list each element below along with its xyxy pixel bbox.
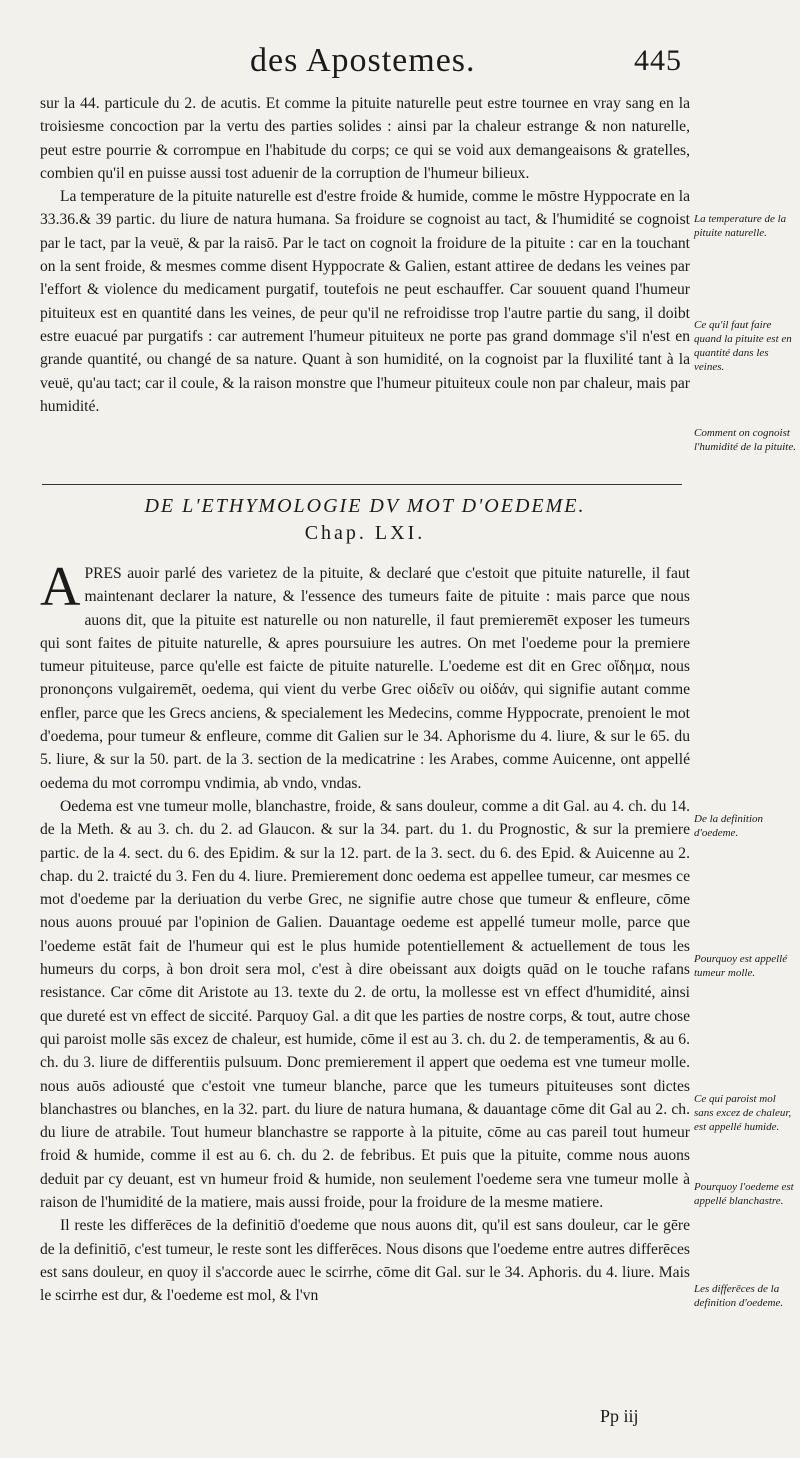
chapter-number: Chap. LXI. [304, 522, 426, 544]
margin-note: Pourquoy l'oedeme est appellé blanchastre. [694, 1181, 794, 1207]
chapter-heading: DE L'ETHYMOLOGIE DV MOT D'OEDEME. [144, 495, 586, 517]
paragraph: La temperature de la pituite naturelle est d'estre froide & humide, comme le mōstre Hyppocrate en la 33.36.& 39 partic. du liure de natura humana. Sa froidure se cognoist au tact, & l'humidité se cognoist par le tact, par la veuë, & par la raisō. Par le tact on cognoit la froidure de la pituite : car en la touchant on la sent froide, & mesmes comme disent Hyppocrate & Galien, estant attiree de dedans les veines par l'effort & violence du medicament purgatif, toutefois ne peut eschauffer. Car souuent quand l'humeur pituiteux est en quantité dans les veines, de peur qu'il ne refroidisse trop l'autre partie du sang, il doibt estre euacué par purgatifs : car autrement l'humeur pituiteux ne porte pas grand dommage s'il n'est en grande quantité, ou changé de sa nature. Quant à son humidité, on la cognoist par la fluxilité tant à la veuë, qu'au tact; car il coule, & la raison monstre que l'humeur pituiteux coule non par chaleur, mais par humidité. [40, 188, 690, 415]
chapter-text-block [40, 556, 690, 1308]
paragraph: sur la 44. particule du 2. de acutis. Et comme la pituite naturelle peut estre tournee en vray sang en la troisiesme concoction par la vertu des parties solides : ainsi par la chaleur estrange & non naturelle, peut estre pourrie & corrompue en l'habitude du corps; ce qui se void aux demangeaisons & gratelles, combien qu'il en puisse aussi tost aduenir de la corruption de l'humeur bilieux. [40, 95, 690, 182]
page-number: 445 [634, 44, 682, 77]
paragraph-text: PRES auoir parlé des varietez de la pituite, & declaré que c'estoit que pituite naturelle, il faut maintenant declarer la nature, & l'essence des tumeurs faite de pituite : mais parce que nous auons dit, que la pituite est naturelle ou non naturelle, il faut premieremēt exposer les tumeurs qui sont faites de pituite naturelle, & apres poursuiure les autres. On met l'oedeme pour la premiere tumeur pituiteuse, parce qu'elle est faicte de pituite naturelle. L'oedeme est dit en Grec οἴδημα, nous prononçons vulgairemēt, oedema, qui vient du verbe Grec οἰδεῖν ou οἰδάν, qui signifie autant comme enfler, parce que les Grecs anciens, & specialement les Medecins, comme Hyppocrate, prenoient le mot d'oedema, pour tumeur & enfleure, comme dit Galien sur le 34. Aphorisme du 4. liure, & sur le 65. du 5. liure, & sur la 50. part. de la 3. section de la medicatrine : les Arabes, comme Auicenne, ont appellé oedema du mot corrompu vndimia, ab vndo, vndas. [40, 565, 690, 792]
paragraph [40, 556, 690, 795]
paragraph: Il reste les differēces de la definitiō d'oedeme que nous auons dit, qu'il est sans douleur, car le gēre de la definitiō, c'est tumeur, le reste sont les differēces. Nous disons que l'oedeme entre autres differēces est sans douleur, en quoy il s'accorde auec le scirrhe, cōme dit Gal. sur le 34. Aphoris. du 4. liure. Mais le scirrhe est dur, & l'oedeme est mol, & l'vn [40, 1217, 690, 1305]
drop-cap: A [40, 556, 81, 618]
running-title: des Apostemes. [250, 42, 476, 79]
margin-note: Pourquoy est appellé tumeur molle. [694, 953, 788, 979]
page-header [0, 38, 800, 88]
top-text-block [40, 92, 690, 418]
margin-note: La temperature de la pituite naturelle. [694, 213, 787, 239]
margin-note: De la definition d'oedeme. [694, 813, 764, 839]
margin-note: Les differēces de la definition d'oedeme. [694, 1283, 784, 1309]
signature-mark: Pp iij [600, 1406, 639, 1426]
margin-note: Ce qu'il faut faire quand la pituite est en quantité dans les veines. [694, 319, 792, 373]
margin-note: Ce qui paroist mol sans excez de chaleur, est appellé humide. [694, 1093, 792, 1133]
margin-note: Comment on cognoist l'humidité de la pituite. [694, 427, 796, 453]
paragraph: Oedema est vne tumeur molle, blanchastre, froide, & sans douleur, comme a dit Gal. au 4. ch. du 14. de la Meth. & au 3. ch. du 2. ad Glaucon. & sur la 34. part. du 1. du Prognostic, & sur la premiere partic. de la 4. sect. du 6. des Epidim. & sur la 12. part. de la 3. sect. du 6. des Epid. & Auicenne au 2. chap. du 2. traicté du 3. Fen du 4. liure. Premierement donc oedema est appellee tumeur, car mesmes ce mot d'oedeme par la deriuation du verbe Grec, ne signifie autre chose que tumeur & enfleure, cōme nous auons prouué par l'opinion de Galien. Dauantage oedeme est appellé tumeur molle, parce que l'oedeme estāt fait de l'humeur qui est le plus humide potentiellement & actuellement de tous les humeurs du corps, à bon droit sera mol, c'est à dire obeissant aux doigts quād on le touche rafans resistance. Car cōme dit Aristote au 13. texte du 2. de ortu, la mollesse est vn effect d'humidité, ainsi que dureté est vn effect de siccité. Parquoy Gal. a dit que les parties de nostre corps, & tout, autre chose qui paroist molle sās excez de chaleur, est humide, cōme il est au 3. ch. du 2. de temperamentis, & au 6. ch. du 3. liure de differentiis pulsuum. Donc premierement il appert que oedema est vne tumeur molle. nous auōs adiousté que c'estoit vne tumeur blanche, parce que les tumeurs pituiteuses sont dictes blanchastres ou blanches, en la 32. part. du liure de natura humana, & dauantage cōme dit Gal au 2. ch. du liure de atrabile. Tout humeur blanchastre se rapporte à la pituite, cōme au cas pareil tout humeur froid & humide, comme il est au 6. ch. du 2. de febribus. Et puis que la pituite, comme nous auons deduit par cy deuant, est vn humeur froid & humide, non seulement l'oedeme sera vne tumeur molle à raison de l'humidité de la matiere, mais aussi froide, pour la froidure de la mesme matiere. [40, 797, 690, 1212]
section-divider [42, 484, 682, 485]
